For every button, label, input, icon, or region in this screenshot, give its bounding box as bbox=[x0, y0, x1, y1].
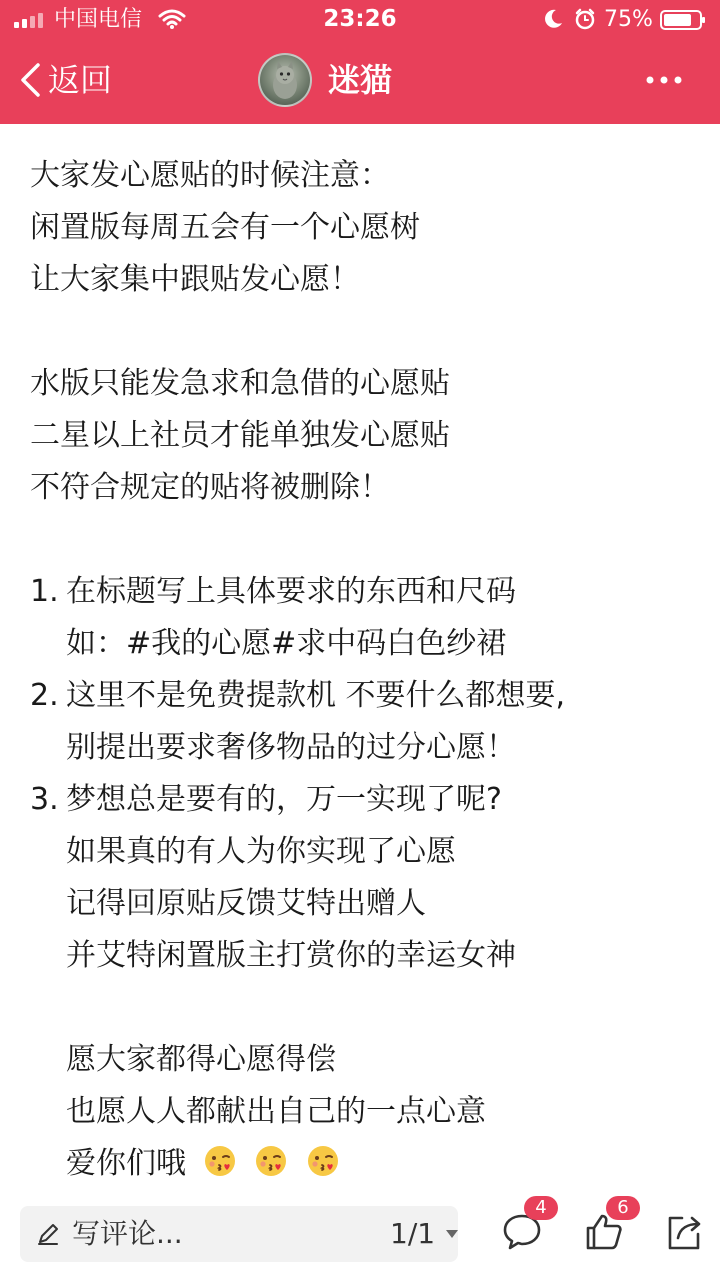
status-bar bbox=[0, 0, 720, 40]
post-line: 闲置版每周五会有一个心愿树 bbox=[30, 210, 420, 245]
post-line: 让大家集中跟贴发心愿！ bbox=[30, 262, 360, 297]
post-line: 愿大家都得心愿得偿 bbox=[66, 1042, 336, 1077]
kiss-emoji-icon bbox=[202, 1143, 238, 1179]
likes-count-badge: 6 bbox=[606, 1196, 640, 1220]
nav-profile[interactable] bbox=[258, 52, 392, 108]
blank-line bbox=[30, 982, 690, 1034]
list-number: 1. bbox=[30, 574, 59, 609]
back-button[interactable] bbox=[18, 58, 112, 102]
list-item bbox=[30, 566, 690, 618]
back-label: 返回 bbox=[48, 61, 113, 99]
list-text: 如果真的有人为你实现了心愿 bbox=[66, 834, 456, 869]
more-dots-icon[interactable] bbox=[640, 64, 688, 96]
header bbox=[0, 0, 720, 124]
avatar[interactable] bbox=[258, 53, 312, 107]
list-text: 记得回原贴反馈艾特出赠人 bbox=[66, 886, 426, 921]
comments-count-badge: 4 bbox=[524, 1196, 558, 1220]
post-line: 爱你们哦 bbox=[66, 1146, 186, 1181]
list-item bbox=[30, 670, 690, 722]
post-line: 二星以上社员才能单独发心愿贴 bbox=[30, 418, 450, 453]
blank-line bbox=[30, 514, 690, 566]
bottom-action-bar bbox=[0, 1192, 720, 1280]
carrier-name: 中国电信 bbox=[54, 7, 143, 32]
chevron-left-icon bbox=[18, 62, 42, 98]
list-text: 别提出要求奢侈物品的过分心愿！ bbox=[66, 730, 516, 765]
like-button[interactable] bbox=[582, 1197, 629, 1254]
status-time: 23:26 bbox=[323, 6, 397, 32]
post-line: 水版只能发急求和急借的心愿贴 bbox=[30, 366, 450, 401]
share-button[interactable] bbox=[662, 1210, 706, 1254]
page-indicator[interactable]: 1/1 bbox=[390, 1217, 436, 1250]
battery-percent: 75% bbox=[604, 7, 653, 32]
share-icon bbox=[662, 1210, 706, 1254]
battery-icon bbox=[660, 10, 706, 30]
blank-line bbox=[30, 306, 690, 358]
closing-line bbox=[30, 1138, 690, 1190]
post-line: 不符合规定的贴将被删除！ bbox=[30, 470, 390, 505]
list-number: 3. bbox=[30, 782, 59, 817]
comments-button[interactable] bbox=[500, 1197, 547, 1254]
comment-placeholder: 写评论... bbox=[72, 1217, 183, 1250]
page-title: 迷猫 bbox=[328, 61, 393, 99]
list-text: 在标题写上具体要求的东西和尺码 bbox=[66, 574, 516, 609]
comment-input[interactable] bbox=[20, 1206, 458, 1262]
kiss-emoji-icon bbox=[253, 1143, 289, 1179]
alarm-icon bbox=[574, 8, 596, 30]
list-number: 2. bbox=[30, 678, 59, 713]
caret-down-icon[interactable] bbox=[446, 1230, 458, 1238]
pencil-icon bbox=[36, 1222, 60, 1246]
list-item bbox=[30, 774, 690, 826]
list-text: 如：#我的心愿#求中码白色纱裙 bbox=[66, 626, 507, 661]
moon-icon bbox=[542, 8, 564, 30]
nav-bar bbox=[0, 40, 720, 124]
post-line: 也愿人人都献出自己的一点心意 bbox=[66, 1094, 486, 1129]
cat-avatar-image bbox=[260, 55, 310, 105]
list-text: 这里不是免费提款机 不要什么都想要, bbox=[66, 678, 566, 713]
kiss-emoji-icon bbox=[305, 1143, 341, 1179]
list-text: 梦想总是要有的，万一实现了呢? bbox=[66, 782, 502, 817]
list-text: 并艾特闲置版主打赏你的幸运女神 bbox=[66, 938, 516, 973]
post-line: 大家发心愿贴的时候注意： bbox=[30, 158, 390, 193]
post-content bbox=[30, 150, 690, 1190]
